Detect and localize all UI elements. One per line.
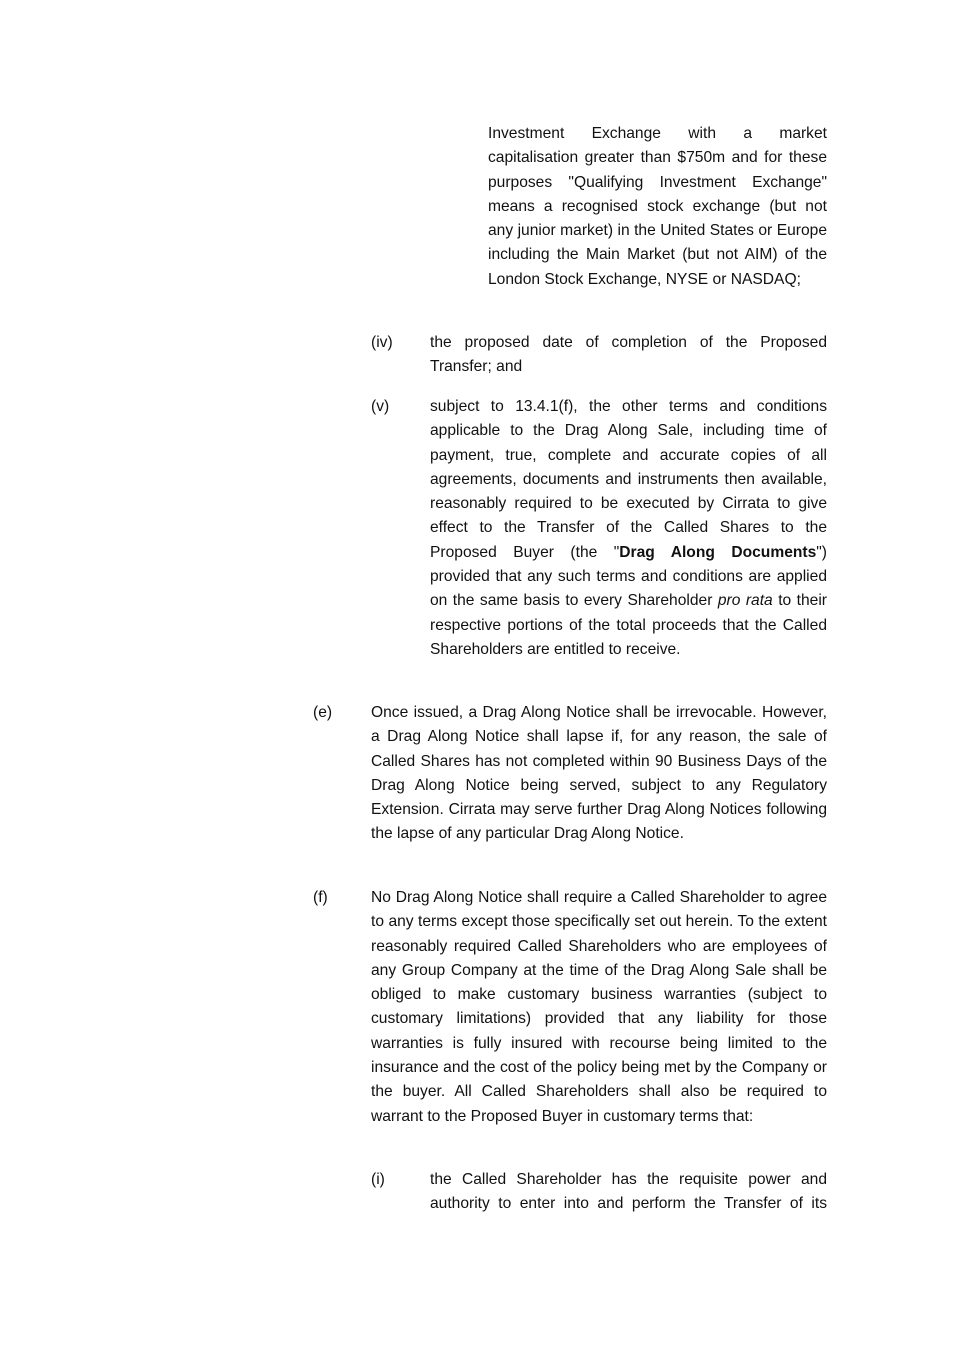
item-v-text-after: to their respective portions of the total proceeds that the Called Shareholders are entitled to receive. (430, 592, 827, 658)
item-v-text-middle: ") provided that any such terms and conditions are applied on the same basis to every Shareholder (430, 543, 827, 610)
item-v-text-before: subject to 13.4.1(f), the other terms and conditions applicable to the Drag Along Sale, including time of payment, true, complete and accurate copies of all agreements, documents and instruments then available, reasonably required to be executed by Cirrata to give effect to the Transfer of the Called Shares to the Proposed Buyer (the " (430, 398, 827, 561)
item-iv-text: the proposed date of completion of the Proposed Transfer; and (430, 334, 827, 376)
item-f-label: (f) (313, 889, 328, 906)
item-i-label: (i) (371, 1171, 385, 1188)
continuation-paragraph: Investment Exchange with a market capitalisation greater than $750m and for these purposes "Qualifying Investment Exchange" means a recognised stock exchange (but not any junior market) in the United States or Europe including the Main Market (but not AIM) of the London Stock Exchange, NYSE or NASDAQ; (488, 125, 827, 288)
item-iv-label: (iv) (371, 334, 393, 351)
item-i-text: the Called Shareholder has the requisite power and authority to enter into and perform the Transfer of its (430, 1171, 827, 1213)
item-f-text: No Drag Along Notice shall require a Called Shareholder to agree to any terms except those specifically set out herein. To the extent reasonably required Called Shareholders who are employees of any Group Company at the time of the Drag Along Sale shall be obliged to make customary business warranties (subject to customary limitations) provided that any liability for those warranties is fully insured with recourse being limited to the insurance and the cost of the policy being met by the Company or the buyer. All Called Shareholders shall also be required to warrant to the Proposed Buyer in customary terms that: (371, 889, 827, 1125)
item-v-text (430, 395, 827, 662)
defined-term-drag-along-documents: Drag Along Documents (619, 543, 817, 561)
italic-term-pro-rata: pro rata (717, 592, 773, 610)
item-e-text: Once issued, a Drag Along Notice shall be irrevocable. However, a Drag Along Notice shall lapse if, for any reason, the sale of Called Shares has not completed within 90 Business Days of the Drag Along Notice being served, subject to any Regulatory Extension. Cirrata may serve further Drag Along Notices following the lapse of any particular Drag Along Notice. (371, 704, 827, 843)
item-e-label: (e) (313, 704, 333, 721)
item-v-label: (v) (371, 398, 390, 415)
